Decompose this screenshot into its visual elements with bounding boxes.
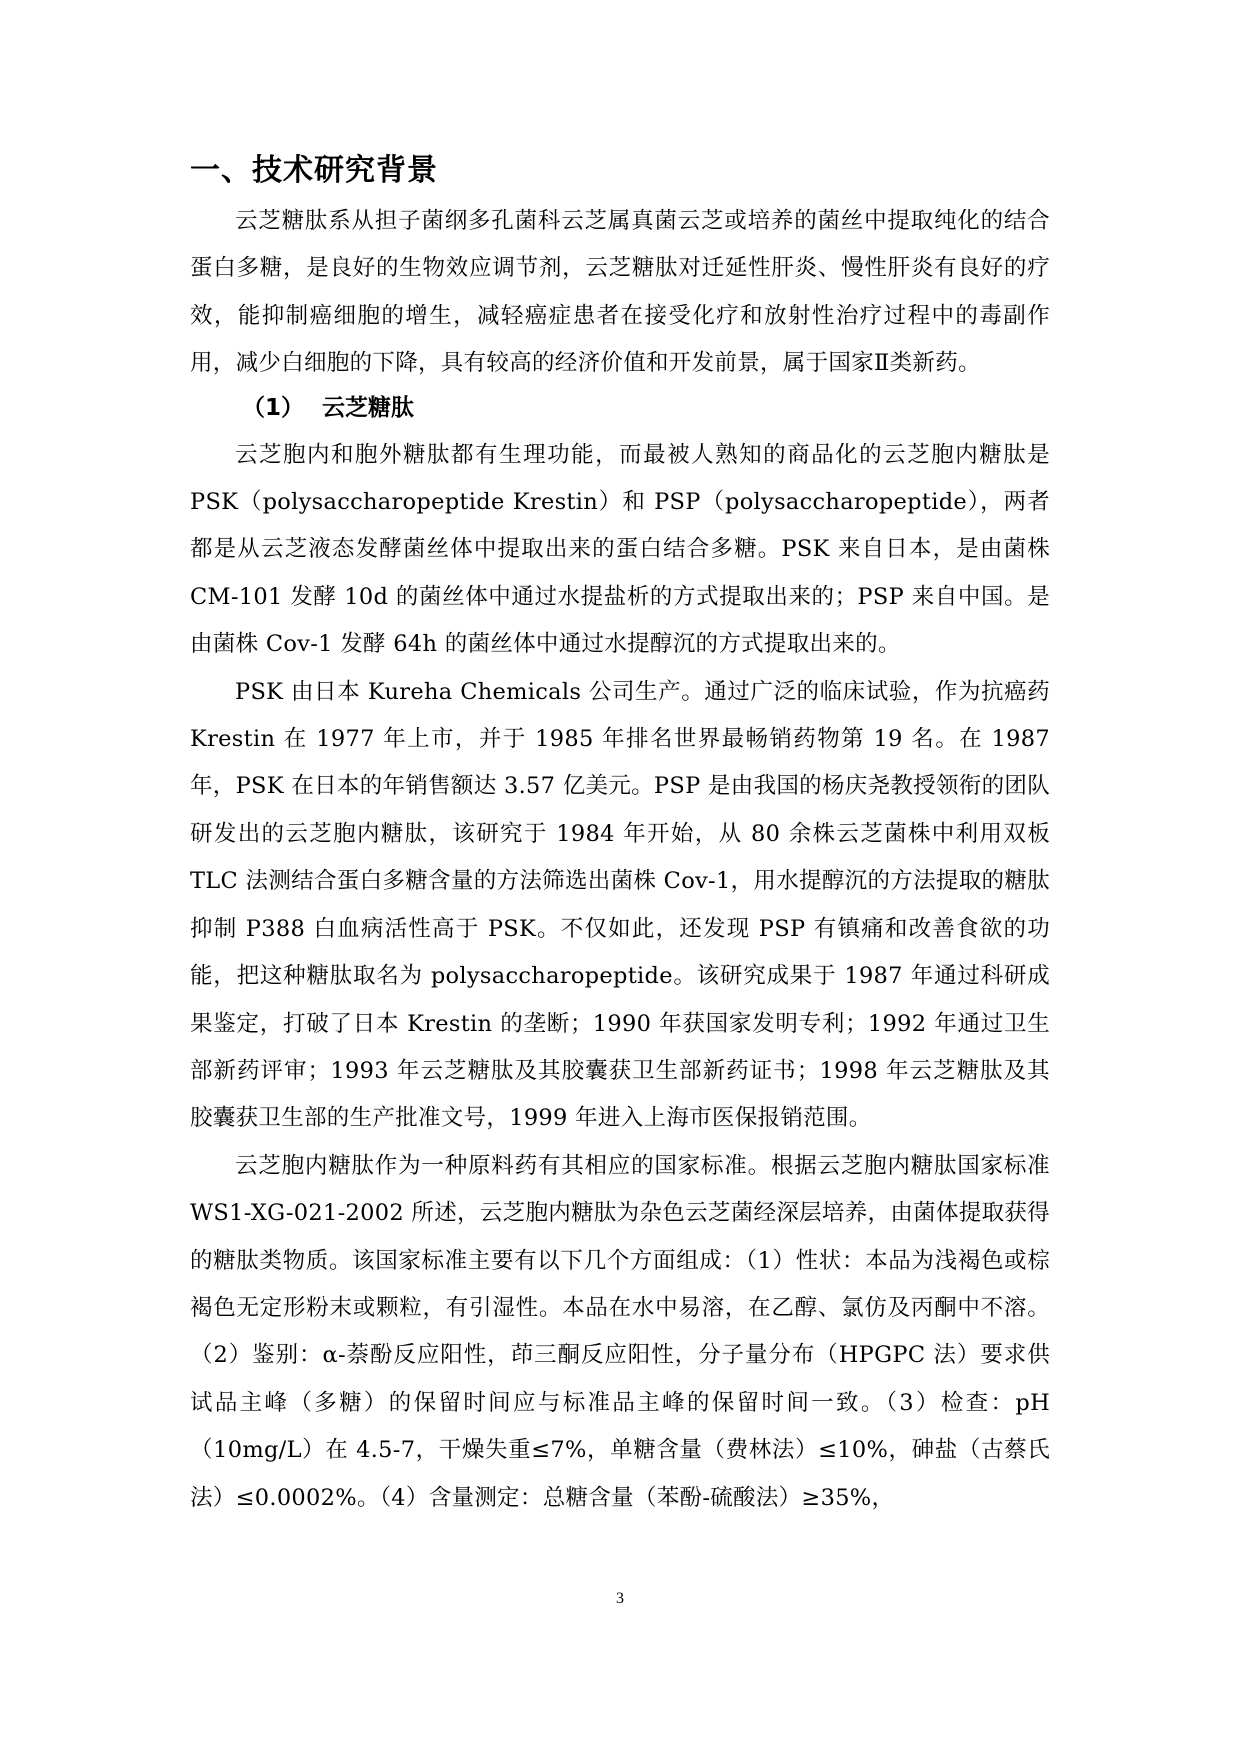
subsection-number: （1） (242, 394, 305, 421)
page-number: 3 (616, 1590, 624, 1607)
subsection-title: 云芝糖肽 (322, 394, 415, 421)
page-body (190, 150, 1050, 1522)
intro-paragraph: 云芝糖肽系从担子菌纲多孔菌科云芝属真菌云芝或培养的菌丝中提取纯化的结合蛋白多糖，是良好的生物效应调节剂，云芝糖肽对迁延性肝炎、慢性肝炎有良好的疗效，能抑制癌细胞的增生，减轻癌症患者在接受化疗和放射性治疗过程中的毒副作用，减少白细胞的下降，具有较高的经济价值和开发前景，属于国家Ⅱ类新药。 (190, 208, 1050, 377)
body-paragraph: 云芝胞内和胞外糖肽都有生理功能，而最被人熟知的商品化的云芝胞内糖肽是 PSK（polysaccharopeptide Krestin）和 PSP（polysaccharopeptide），两者都是从云芝液态发酵菌丝体中提取出来的蛋白结合多糖。PSK 来自日本，是由菌株 CM-101 发酵 10d 的菌丝体中通过水提盐析的方式提取出来的；PSP 来自中国。是由菌株 Cov-1 发酵 64h 的菌丝体中通过水提醇沉的方式提取出来的。 (190, 441, 1050, 658)
body-paragraph: PSK 由日本 Kureha Chemicals 公司生产。通过广泛的临床试验，作为抗癌药 Krestin 在 1977 年上市，并于 1985 年排名世界最畅销药物第 19 名。在 1987 年，PSK 在日本的年销售额达 3.57 亿美元。PSP 是由我国的杨庆尧教授领衔的团队研发出的云芝胞内糖肽，该研究于 1984 年开始，从 80 余株云芝菌株中利用双板 TLC 法测结合蛋白多糖含量的方法筛选出菌株 Cov-1，用水提醇沉的方法提取的糖肽抑制 P388 白血病活性高于 PSK。不仅如此，还发现 PSP 有镇痛和改善食欲的功能，把这种糖肽取名为 polysaccharopeptide。该研究成果于 1987 年通过科研成果鉴定，打破了日本 Krestin 的垄断；1990 年获国家发明专利；1992 年通过卫生部新药评审；1993 年云芝糖肽及其胶囊获卫生部新药证书；1998 年云芝糖肽及其胶囊获卫生部的生产批准文号，1999 年进入上海市医保报销范围。 (190, 678, 1050, 1132)
body-paragraph: 云芝胞内糖肽作为一种原料药有其相应的国家标准。根据云芝胞内糖肽国家标准 WS1-XG-021-2002 所述，云芝胞内糖肽为杂色云芝菌经深层培养，由菌体提取获得的糖肽类物质。该国家标准主要有以下几个方面组成：（1）性状：本品为浅褐色或棕褐色无定形粉末或颗粒，有引湿性。本品在水中易溶，在乙醇、氯仿及丙酮中不溶。（2）鉴别：α-萘酚反应阳性，茚三酮反应阳性，分子量分布（HPGPC 法）要求供试品主峰（多糖）的保留时间应与标准品主峰的保留时间一致。（3）检查：pH（10mg/L）在 4.5-7，干燥失重≤7%，单糖含量（费林法）≤10%，砷盐（古蔡氏法）≤0.0002%。（4）含量测定：总糖含量（苯酚-硫酸法）≥35%， (190, 1152, 1050, 1511)
subsection-heading (242, 388, 1050, 428)
section-title: 一、技术研究背景 (190, 153, 438, 188)
